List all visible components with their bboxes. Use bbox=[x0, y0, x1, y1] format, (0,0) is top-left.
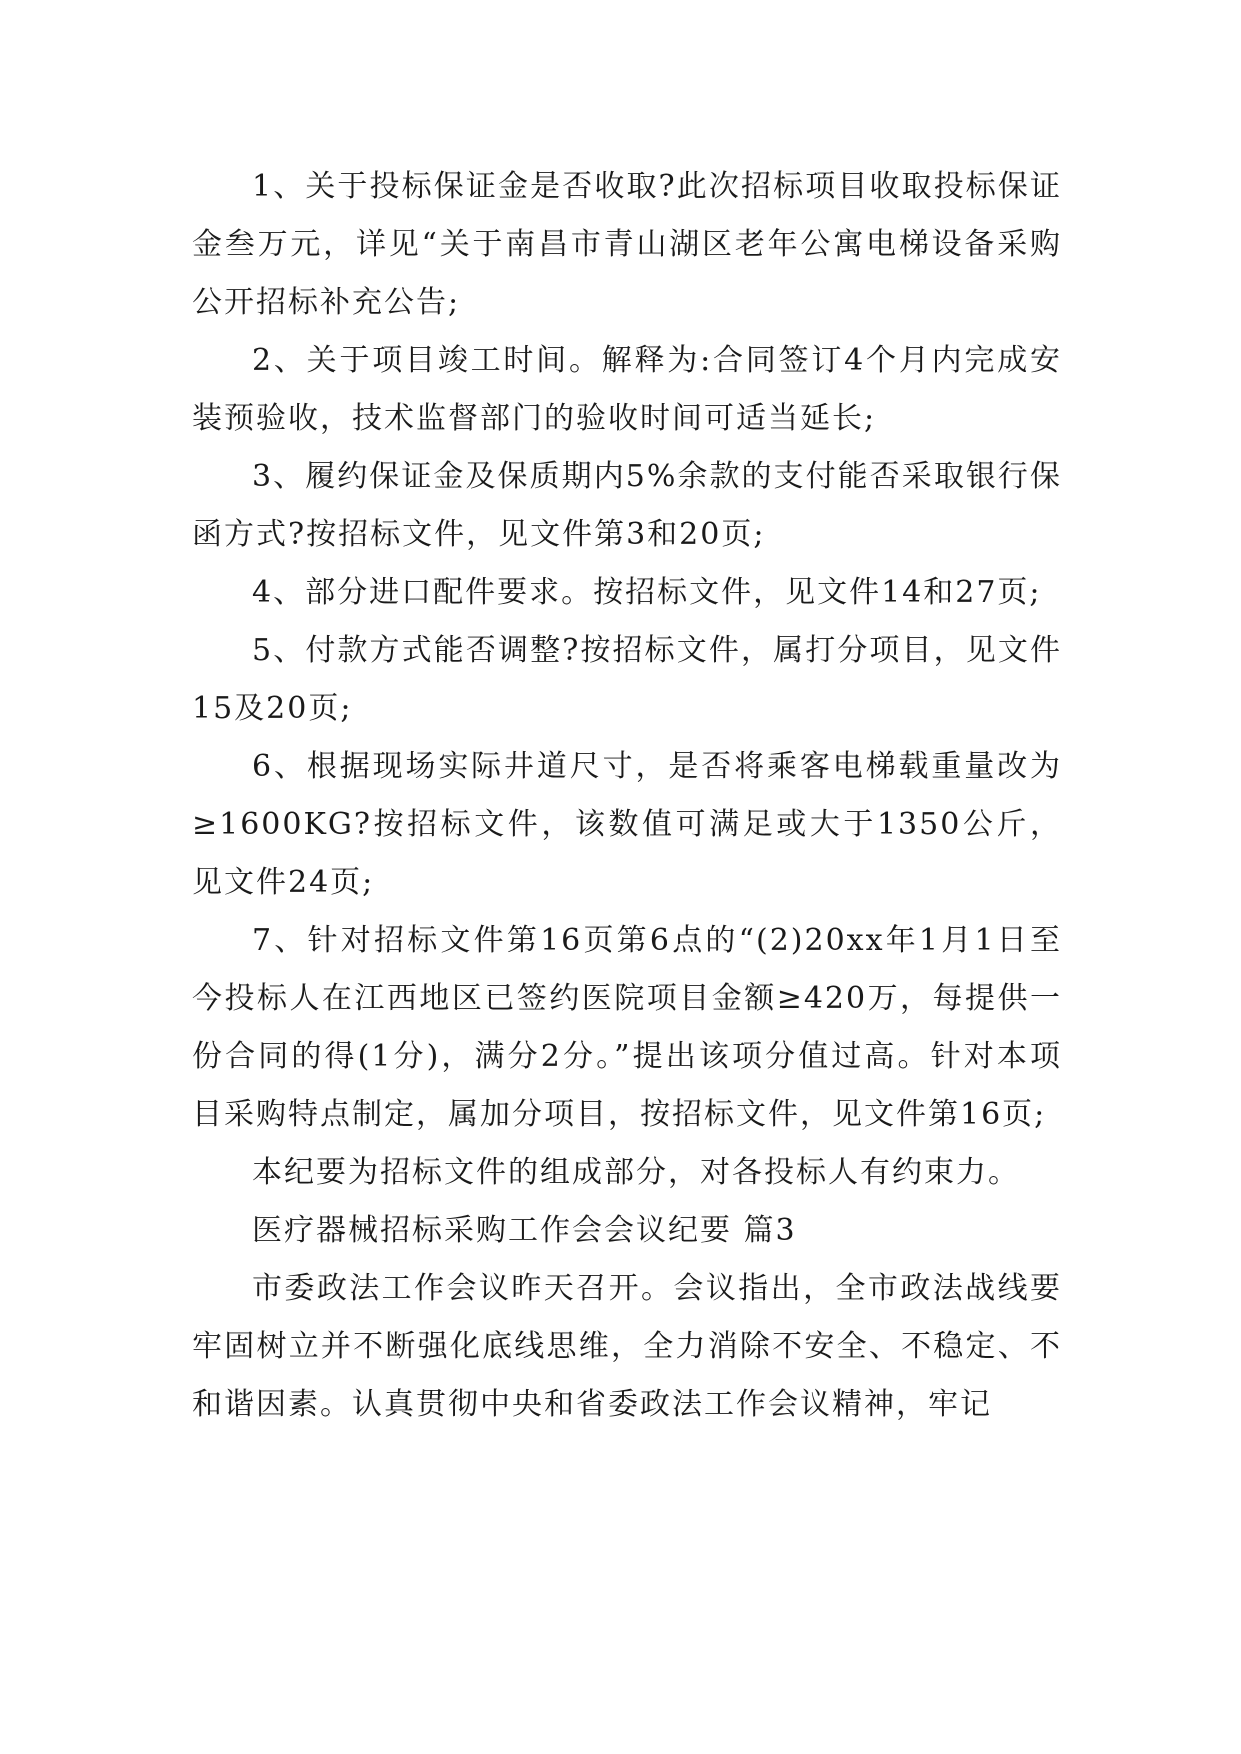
paragraph-item-6: 6、根据现场实际井道尺寸，是否将乘客电梯载重量改为≥1600KG?按招标文件，该数值可满足或大于1350公斤，见文件24页; bbox=[192, 749, 1062, 900]
paragraph-item-4: 4、部分进口配件要求。按招标文件，见文件14和27页; bbox=[252, 575, 1042, 610]
paragraph-item-5: 5、付款方式能否调整?按招标文件，属打分项目，见文件15及20页; bbox=[192, 633, 1062, 726]
closing-paragraph: 市委政法工作会议昨天召开。会议指出，全市政法战线要牢固树立并不断强化底线思维，全力消除不安全、不稳定、不和谐因素。认真贯彻中央和省委政法工作会议精神，牢记 bbox=[192, 1271, 1062, 1422]
document-body bbox=[192, 158, 1062, 1434]
section-heading: 医疗器械招标采购工作会会议纪要 篇3 bbox=[252, 1213, 797, 1248]
paragraph-item-2: 2、关于项目竣工时间。解释为:合同签订4个月内完成安装预验收，技术监督部门的验收时间可适当延长; bbox=[192, 343, 1062, 436]
paragraph-item-3: 3、履约保证金及保质期内5%余款的支付能否采取银行保函方式?按招标文件，见文件第3和20页; bbox=[192, 459, 1062, 552]
paragraph-item-7: 7、针对招标文件第16页第6点的“(2)20xx年1月1日至今投标人在江西地区已签约医院项目金额≥420万，每提供一份合同的得(1分)，满分2分。”提出该项分值过高。针对本项目采购特点制定，属加分项目，按招标文件，见文件第16页; bbox=[192, 923, 1062, 1132]
binding-statement: 本纪要为招标文件的组成部分，对各投标人有约束力。 bbox=[252, 1155, 1020, 1190]
paragraph-item-1: 1、关于投标保证金是否收取?此次招标项目收取投标保证金叁万元，详见“关于南昌市青山湖区老年公寓电梯设备采购公开招标补充公告; bbox=[192, 169, 1062, 320]
